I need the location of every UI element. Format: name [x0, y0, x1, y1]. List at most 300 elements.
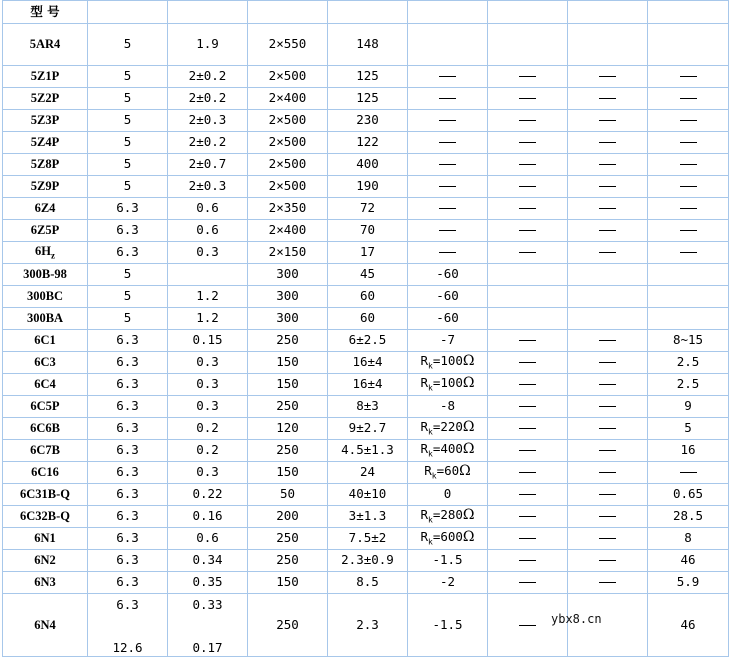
dash-mark	[599, 252, 616, 253]
cell-value: -8	[439, 398, 456, 414]
dash-mark	[519, 538, 536, 539]
cell-v8	[648, 484, 729, 506]
cell-v7	[568, 176, 648, 198]
cell-value: 1.9	[196, 36, 219, 52]
cell-v1	[88, 66, 168, 88]
cell-v5	[408, 220, 488, 242]
model-name: 5Z3P	[30, 113, 60, 128]
table-row	[3, 550, 729, 572]
cell-value: 2×400	[268, 90, 307, 106]
cell-value: 0.34	[192, 552, 223, 568]
table-row	[3, 528, 729, 550]
model-name-cell	[3, 132, 88, 154]
cell-v8	[648, 286, 729, 308]
cell-value: 0.65	[672, 486, 704, 502]
cell-v8	[648, 154, 729, 176]
cell-v6	[488, 418, 568, 440]
cell-v7	[568, 24, 648, 66]
cell-v5	[408, 330, 488, 352]
cell-v4	[328, 132, 408, 154]
cell-value: 2.5	[676, 376, 700, 392]
dash-mark	[599, 384, 616, 385]
cell-v6	[488, 550, 568, 572]
cell-value: 120	[276, 420, 299, 436]
cell-value: 72	[359, 200, 376, 216]
cell-v7	[568, 418, 648, 440]
cell-value: 5	[123, 134, 132, 150]
header-row	[3, 1, 729, 24]
cell-v8	[648, 374, 729, 396]
model-name: 6H	[35, 243, 51, 258]
cell-value: 2.3	[356, 616, 379, 632]
dash-mark	[519, 472, 536, 473]
cell-v8	[648, 110, 729, 132]
model-name-cell	[3, 440, 88, 462]
cell-value: 122	[356, 134, 379, 150]
cell-v3	[248, 572, 328, 594]
model-name-cell	[3, 352, 88, 374]
table-row	[3, 88, 729, 110]
dash-mark	[599, 230, 616, 231]
cell-value: 0.6	[196, 200, 219, 216]
cell-v1	[88, 374, 168, 396]
cell-v6	[488, 176, 568, 198]
cell-value: 230	[356, 112, 379, 128]
model-name: 5AR4	[29, 37, 61, 52]
cell-v3	[248, 154, 328, 176]
cell-value: 6.3	[116, 486, 139, 502]
cell-value: 5	[684, 420, 692, 436]
cell-v1	[88, 110, 168, 132]
dash-mark	[680, 142, 697, 143]
model-name: 6C4	[34, 377, 56, 392]
cell-v8	[648, 242, 729, 264]
cell-value: -60	[436, 266, 459, 282]
cell-v6	[488, 264, 568, 286]
cell-v5	[408, 528, 488, 550]
dash-mark	[599, 472, 616, 473]
cell-v3	[248, 352, 328, 374]
cell-v1	[88, 396, 168, 418]
cell-v3	[248, 484, 328, 506]
dash-mark	[599, 120, 616, 121]
table-row	[3, 176, 729, 198]
cell-v7	[568, 308, 648, 330]
cell-v2	[168, 550, 248, 572]
cell-v5	[408, 154, 488, 176]
cell-v1	[88, 506, 168, 528]
cell-v1	[88, 462, 168, 484]
model-name-cell	[3, 484, 88, 506]
cell-value: 250	[276, 530, 299, 546]
cell-value: 6.3	[116, 508, 139, 524]
cell-value: 4.5±1.3	[341, 442, 394, 458]
cell-value: 125	[356, 90, 379, 106]
cell-value: 3±1.3	[348, 508, 387, 524]
cell-v3	[248, 264, 328, 286]
cell-value: 2×400	[268, 222, 307, 238]
table-row	[3, 154, 729, 176]
cell-v3	[248, 242, 328, 264]
cell-value: 0.15	[192, 332, 223, 348]
cell-v4	[328, 572, 408, 594]
cell-v2	[168, 484, 248, 506]
cell-v1	[88, 88, 168, 110]
dash-mark	[599, 76, 616, 77]
dash-mark	[599, 142, 616, 143]
table-row	[3, 374, 729, 396]
cell-value-upper: 0.33	[192, 597, 223, 612]
table-row	[3, 66, 729, 88]
dash-mark	[439, 164, 456, 165]
model-name: 6C5P	[30, 399, 60, 414]
cell-value: 400	[356, 156, 379, 172]
cell-v8	[648, 330, 729, 352]
header-cell	[168, 1, 248, 24]
table-row	[3, 330, 729, 352]
model-name: 5Z8P	[30, 157, 60, 172]
cell-value: 300	[276, 310, 299, 326]
cell-value: 6.3	[116, 574, 139, 590]
dash-mark	[599, 582, 616, 583]
cell-v1	[88, 528, 168, 550]
model-name-cell	[3, 528, 88, 550]
cell-v2	[168, 594, 248, 657]
cell-v8	[648, 462, 729, 484]
dash-mark	[519, 582, 536, 583]
cell-v2	[168, 176, 248, 198]
cell-v4	[328, 66, 408, 88]
dash-mark	[599, 98, 616, 99]
cell-v5	[408, 242, 488, 264]
cathode-resistor-value: $R_k=60\Omega$	[424, 463, 471, 481]
dash-mark	[439, 186, 456, 187]
cell-value: 24	[359, 464, 376, 480]
dash-mark	[599, 428, 616, 429]
cell-value: 16	[680, 442, 696, 458]
dash-mark	[439, 208, 456, 209]
dash-mark	[680, 186, 697, 187]
model-name-cell	[3, 572, 88, 594]
dash-mark	[599, 340, 616, 341]
dash-mark	[599, 406, 616, 407]
model-name-cell	[3, 264, 88, 286]
dash-mark	[519, 516, 536, 517]
cell-v8	[648, 198, 729, 220]
cell-v2	[168, 418, 248, 440]
cell-v1	[88, 24, 168, 66]
cell-v8	[648, 132, 729, 154]
cell-v4	[328, 198, 408, 220]
cell-value: 70	[359, 222, 376, 238]
cell-v7	[568, 88, 648, 110]
cell-value: 0.3	[196, 244, 219, 260]
cell-v3	[248, 374, 328, 396]
cell-value: 6.3	[116, 332, 139, 348]
table-row	[3, 462, 729, 484]
dash-mark	[599, 208, 616, 209]
cell-v3	[248, 286, 328, 308]
cell-v2	[168, 198, 248, 220]
model-name-cell	[3, 198, 88, 220]
model-name: 5Z9P	[30, 179, 60, 194]
dash-mark	[439, 230, 456, 231]
cell-value: 60	[359, 310, 376, 326]
dash-mark	[680, 252, 697, 253]
cell-value: 6±2.5	[348, 332, 387, 348]
cell-v2	[168, 352, 248, 374]
cell-v3	[248, 66, 328, 88]
dash-mark	[599, 516, 616, 517]
table-row	[3, 286, 729, 308]
cell-value: 5	[123, 68, 132, 84]
dash-mark	[519, 625, 536, 626]
cell-value: -2	[439, 574, 456, 590]
cell-v2	[168, 462, 248, 484]
cell-value: 7.5±2	[348, 530, 387, 546]
dash-mark	[519, 142, 536, 143]
table-row	[3, 110, 729, 132]
cell-v8	[648, 264, 729, 286]
model-name: 5Z2P	[30, 91, 60, 106]
table-row	[3, 352, 729, 374]
cell-value: 2±0.3	[188, 112, 227, 128]
cell-v6	[488, 374, 568, 396]
cell-v6	[488, 506, 568, 528]
cell-v5	[408, 88, 488, 110]
cell-v3	[248, 462, 328, 484]
cell-value: -1.5	[432, 616, 463, 632]
cell-value: 0.3	[196, 354, 219, 370]
cell-value: 5	[123, 36, 132, 52]
cell-v7	[568, 550, 648, 572]
cell-v3	[248, 528, 328, 550]
cell-v6	[488, 440, 568, 462]
model-name: 300BA	[26, 311, 64, 326]
cell-v4	[328, 484, 408, 506]
model-name-cell	[3, 154, 88, 176]
model-header-label: 型 号	[30, 3, 60, 19]
cell-value: 250	[276, 552, 299, 568]
table-row	[3, 132, 729, 154]
model-header	[3, 1, 88, 24]
model-name: 5Z4P	[30, 135, 60, 150]
dash-mark	[599, 494, 616, 495]
cell-value: 5	[123, 90, 132, 106]
dash-mark	[599, 362, 616, 363]
header-cell	[568, 1, 648, 24]
cell-v3	[248, 550, 328, 572]
cell-v8	[648, 24, 729, 66]
cathode-resistor-value: $R_k=400\Omega$	[420, 441, 475, 459]
cell-v5	[408, 352, 488, 374]
header-cell	[648, 1, 729, 24]
cell-v6	[488, 528, 568, 550]
cathode-resistor-value: $R_k=100\Omega$	[420, 375, 475, 393]
model-name-cell	[3, 286, 88, 308]
cell-v3	[248, 594, 328, 657]
cell-value: 8	[684, 530, 692, 546]
cell-value: -1.5	[432, 552, 463, 568]
cell-value: 5	[123, 266, 132, 282]
cell-v1	[88, 594, 168, 657]
cell-v7	[568, 242, 648, 264]
cell-v2	[168, 528, 248, 550]
cell-value: 1.2	[196, 288, 219, 304]
cell-value: 250	[276, 398, 299, 414]
cell-v5	[408, 198, 488, 220]
model-name-cell	[3, 220, 88, 242]
cell-value: 2±0.7	[188, 156, 227, 172]
cell-v6	[488, 198, 568, 220]
cell-v5	[408, 176, 488, 198]
table-row	[3, 440, 729, 462]
cell-v2	[168, 132, 248, 154]
dash-mark	[680, 76, 697, 77]
dash-mark	[439, 120, 456, 121]
cell-v5	[408, 484, 488, 506]
model-name: 6C32B-Q	[20, 509, 70, 524]
cell-value: 8~15	[672, 332, 704, 348]
cell-v8	[648, 506, 729, 528]
cell-v3	[248, 308, 328, 330]
cell-v8	[648, 66, 729, 88]
model-name-cell	[3, 110, 88, 132]
cell-v2	[168, 66, 248, 88]
header-cell	[328, 1, 408, 24]
model-name: 6C1	[34, 333, 56, 348]
cell-v5	[408, 24, 488, 66]
table-row	[3, 572, 729, 594]
cell-v7	[568, 506, 648, 528]
cell-v4	[328, 242, 408, 264]
cell-value: 2±0.2	[188, 68, 227, 84]
dash-mark	[439, 76, 456, 77]
cell-v5	[408, 418, 488, 440]
cell-v7	[568, 396, 648, 418]
model-name: 6Z4	[34, 201, 56, 216]
watermark-text: ybx8.cn	[551, 612, 602, 626]
cell-v7	[568, 374, 648, 396]
cell-v7	[568, 132, 648, 154]
cell-value: 6.3	[116, 464, 139, 480]
cell-v1	[88, 264, 168, 286]
cell-value: 150	[276, 354, 299, 370]
cell-v4	[328, 154, 408, 176]
model-name-subscript: z	[50, 250, 55, 261]
dash-mark	[519, 164, 536, 165]
dash-mark	[439, 98, 456, 99]
cell-v4	[328, 440, 408, 462]
dash-mark	[519, 230, 536, 231]
cell-v6	[488, 66, 568, 88]
cell-v4	[328, 352, 408, 374]
table-row	[3, 418, 729, 440]
cell-v7	[568, 484, 648, 506]
table-row	[3, 308, 729, 330]
cell-value: 2×500	[268, 178, 307, 194]
dash-mark	[680, 164, 697, 165]
cell-v7	[568, 154, 648, 176]
cell-value: 6.3	[116, 398, 139, 414]
cell-value: 46	[680, 552, 696, 568]
table-row	[3, 264, 729, 286]
cell-v7	[568, 462, 648, 484]
model-name: 6N1	[34, 531, 56, 546]
model-name: 6Z5P	[30, 223, 60, 238]
cell-value: 2±0.2	[188, 90, 227, 106]
cell-value: 1.2	[196, 310, 219, 326]
cell-v4	[328, 396, 408, 418]
cell-v1	[88, 352, 168, 374]
cell-v4	[328, 462, 408, 484]
cell-v4	[328, 110, 408, 132]
cell-v4	[328, 308, 408, 330]
cell-v8	[648, 550, 729, 572]
model-name-cell	[3, 374, 88, 396]
dash-mark	[519, 252, 536, 253]
dash-mark	[599, 538, 616, 539]
cell-v8	[648, 440, 729, 462]
cell-value: -7	[439, 332, 456, 348]
cell-v5	[408, 132, 488, 154]
cell-v6	[488, 352, 568, 374]
model-name: 6C7B	[30, 443, 60, 458]
cell-v5	[408, 506, 488, 528]
cell-v6	[488, 308, 568, 330]
cell-value: 2±0.2	[188, 134, 227, 150]
cell-value: 5	[123, 178, 132, 194]
cell-v6	[488, 110, 568, 132]
cell-v1	[88, 418, 168, 440]
cell-value: 250	[276, 616, 299, 632]
dash-mark	[439, 142, 456, 143]
cell-v6	[488, 24, 568, 66]
cathode-resistor-value: $R_k=280\Omega$	[420, 507, 475, 525]
cell-v3	[248, 330, 328, 352]
cell-value: 190	[356, 178, 379, 194]
table-row	[3, 594, 729, 657]
cell-v8	[648, 308, 729, 330]
cell-value: 250	[276, 442, 299, 458]
cell-v5	[408, 286, 488, 308]
dash-mark	[680, 230, 697, 231]
cell-v6	[488, 286, 568, 308]
model-name-cell	[3, 396, 88, 418]
cell-v2	[168, 286, 248, 308]
cell-value: 5	[123, 156, 132, 172]
cell-v7	[568, 440, 648, 462]
cell-v7	[568, 264, 648, 286]
header-cell	[88, 1, 168, 24]
cell-value: 6.3	[116, 376, 139, 392]
cell-value: -60	[436, 310, 459, 326]
cell-v6	[488, 154, 568, 176]
cell-v2	[168, 242, 248, 264]
cell-value: 5	[123, 310, 132, 326]
cell-value: 60	[359, 288, 376, 304]
cell-v8	[648, 528, 729, 550]
header-cell	[488, 1, 568, 24]
cell-v1	[88, 286, 168, 308]
cell-v7	[568, 198, 648, 220]
cell-v1	[88, 176, 168, 198]
cell-value: 6.3	[116, 200, 139, 216]
cell-v2	[168, 440, 248, 462]
dash-mark	[519, 76, 536, 77]
cell-v5	[408, 308, 488, 330]
dash-mark	[519, 560, 536, 561]
